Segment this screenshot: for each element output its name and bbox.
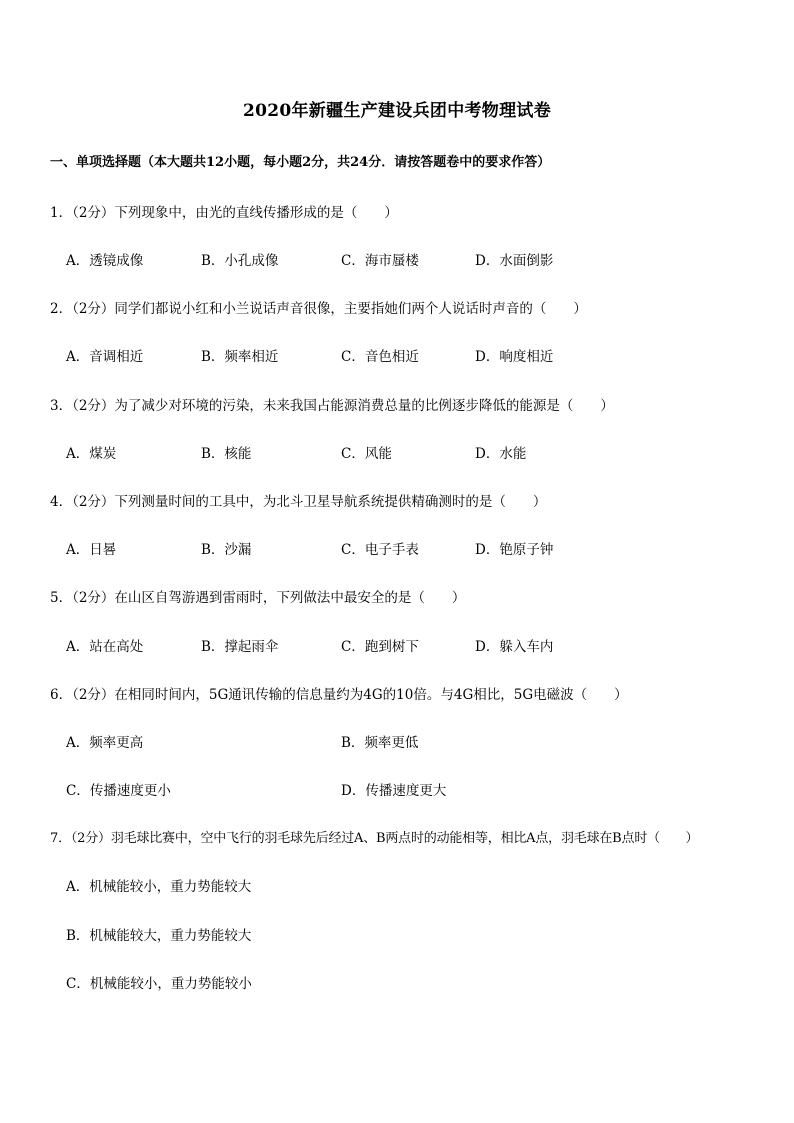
question-7-option-c: C．机械能较小，重力势能较小 [66,976,252,992]
question-7-option-a: A．机械能较小，重力势能较大 [66,879,252,895]
question-4-option-b: B．沙漏 [201,542,252,558]
question-3-option-d: D．水能 [475,446,527,462]
question-2-stem: 2．（2分）同学们都说小红和小兰说话声音很像，主要指她们两个人说话时声音的（ ） [50,301,587,317]
question-2-option-d: D．响度相近 [475,349,554,365]
question-1-stem: 1．（2分）下列现象中，由光的直线传播形成的是（ ） [50,205,398,221]
question-1-option-a: A．透镜成像 [66,253,144,269]
question-6-option-c: C．传播速度更小 [66,783,171,799]
exam-title: 2020年新疆生产建设兵团中考物理试卷 [242,101,551,121]
question-6-stem: 6．（2分）在相同时间内，5G通讯传输的信息量约为4G的10倍。与4G相比，5G电磁波（ ） [50,687,628,703]
section-heading: 一、单项选择题（本大题共12小题，每小题2分，共24分．请按答题卷中的要求作答） [50,155,551,170]
question-6-option-b: B．频率更低 [341,735,419,751]
question-5-option-d: D．躲入车内 [475,639,554,655]
question-2-option-a: A．音调相近 [66,349,144,365]
question-3-option-c: C．风能 [341,446,392,462]
question-3-option-a: A．煤炭 [66,446,117,462]
question-4-option-d: D．铯原子钟 [475,542,554,558]
question-7-option-b: B．机械能较大，重力势能较大 [66,928,252,944]
question-6-option-a: A．频率更高 [66,735,144,751]
question-1-option-d: D．水面倒影 [475,253,554,269]
question-3-stem: 3．（2分）为了减少对环境的污染，未来我国占能源消费总量的比例逐步降低的能源是（ ） [50,398,614,414]
question-5-stem: 5．（2分）在山区自驾游遇到雷雨时，下列做法中最安全的是（ ） [50,590,466,606]
question-5-option-c: C．跑到树下 [341,639,419,655]
question-4-option-a: A．日晷 [66,542,117,558]
question-4-option-c: C．电子手表 [341,542,419,558]
question-7-stem: 7．（2分）羽毛球比赛中，空中飞行的羽毛球先后经过A、B两点时的动能相等，相比A点，羽毛球在B点时（ ） [50,831,699,846]
question-1-option-b: B．小孔成像 [201,253,279,269]
question-6-option-d: D．传播速度更大 [341,783,447,799]
question-3-option-b: B．核能 [201,446,252,462]
question-5-option-b: B．撑起雨伞 [201,639,279,655]
question-2-option-b: B．频率相近 [201,349,279,365]
question-1-option-c: C．海市蜃楼 [341,253,419,269]
question-2-option-c: C．音色相近 [341,349,419,365]
question-4-stem: 4．（2分）下列测量时间的工具中，为北斗卫星导航系统提供精确测时的是（ ） [50,494,547,510]
question-5-option-a: A．站在高处 [66,639,144,655]
